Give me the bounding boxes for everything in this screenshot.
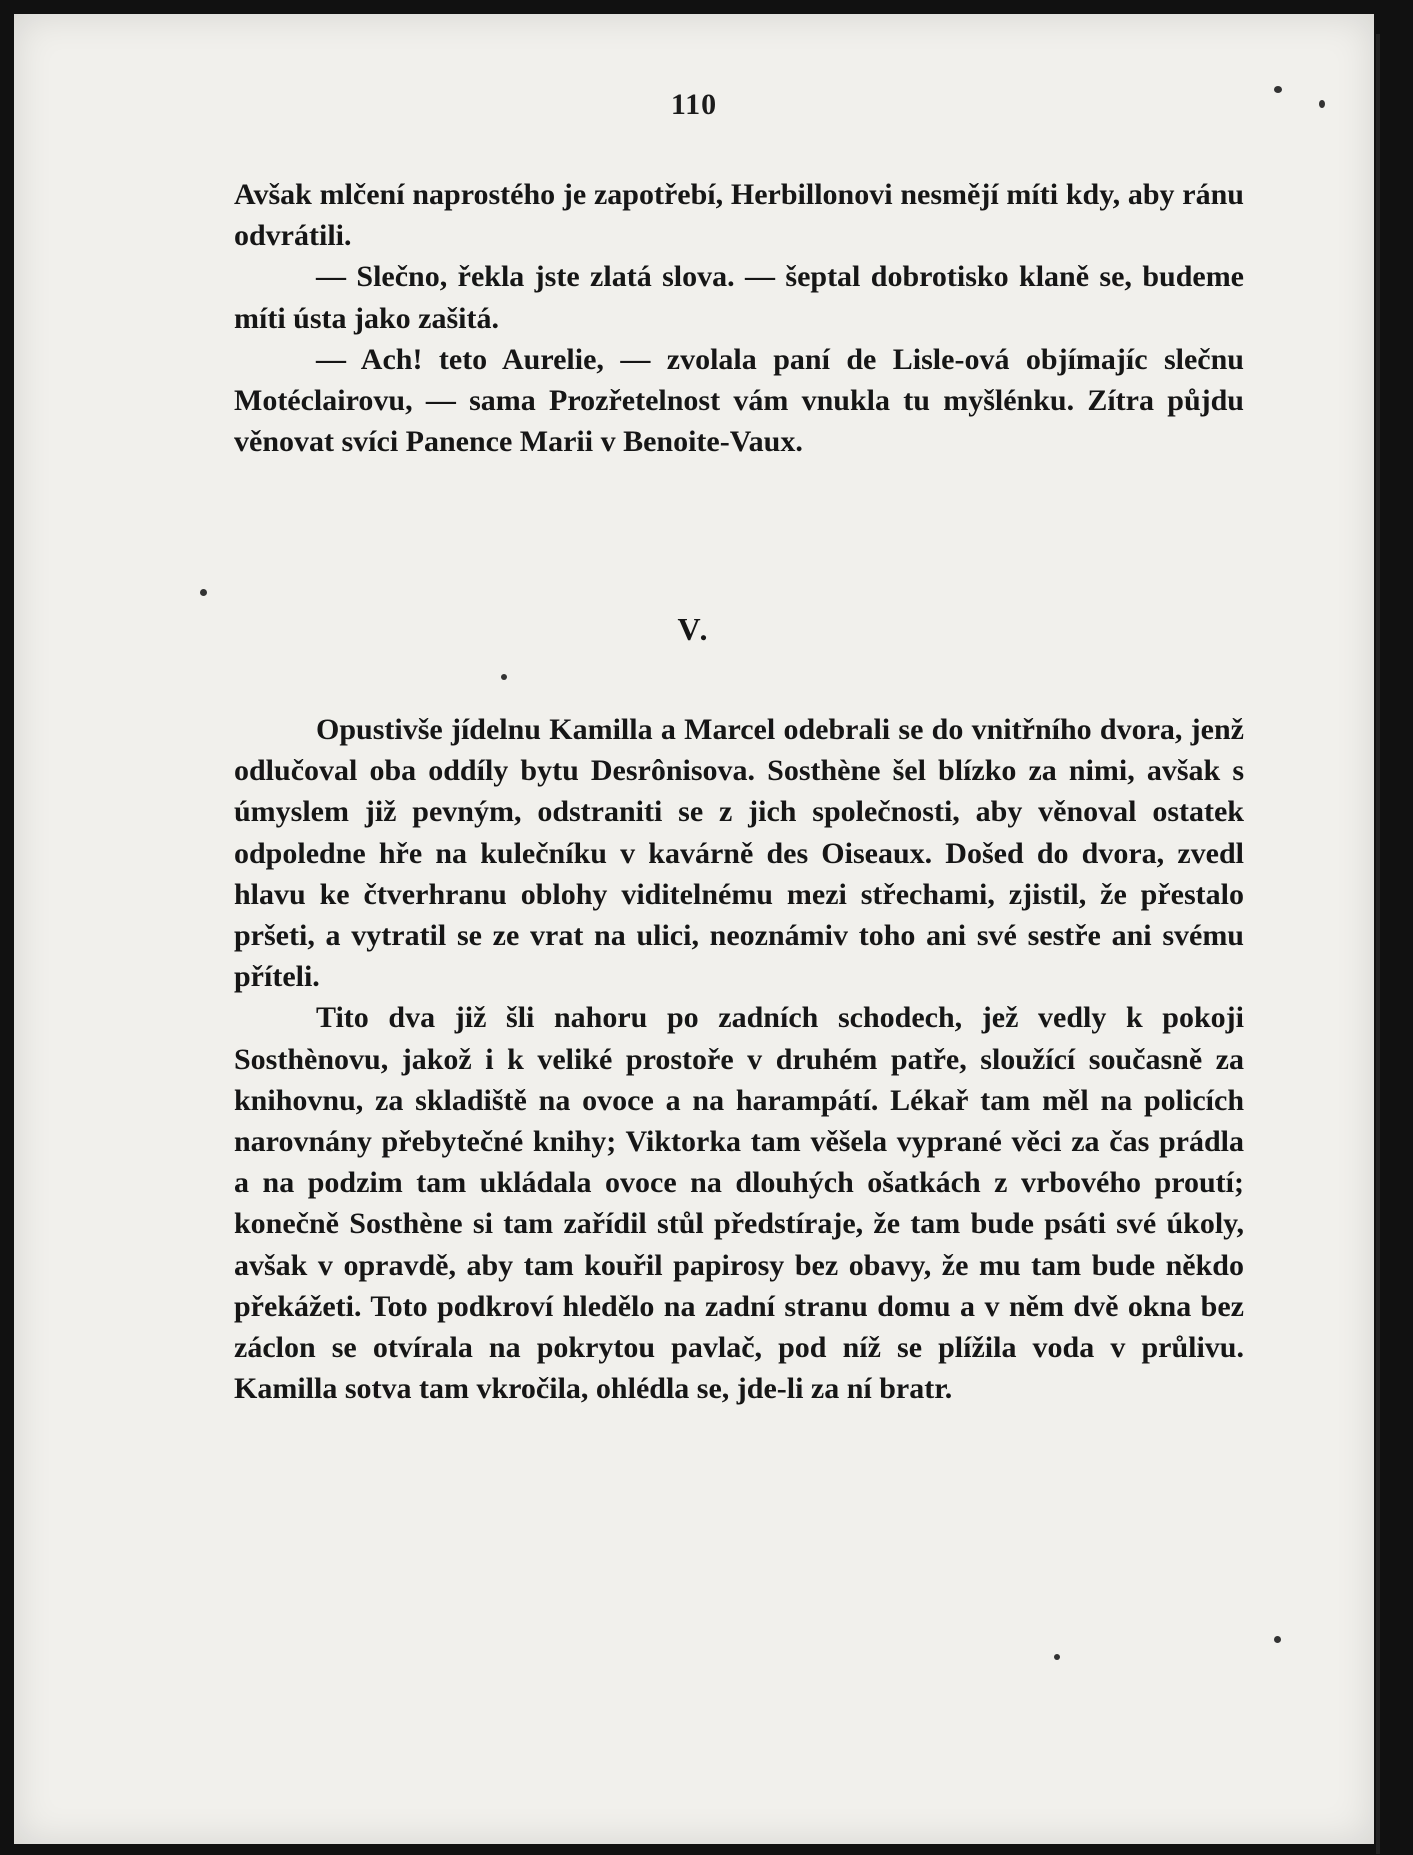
print-speck — [1054, 1654, 1060, 1660]
paragraph: — Slečno, řekla jste zlatá slova. — šeptal dobrotisko klaně se, budeme míti ústa jako zašitá. — [234, 260, 1244, 335]
page-number: 110 — [670, 88, 718, 121]
paragraph: — Ach! teto Aurelie, — zvolala paní de Lisle-ová objímajíc slečnu Motéclairovu, — sama Prozřetelnost vám vnukla tu myšlénku. Zítra půjdu věnovat svíci Panence Marii v Benoite-Vaux. — [234, 342, 1244, 459]
paragraph: Avšak mlčení naprostého je zapotřebí, Herbillonovi nesmějí míti kdy, aby ránu odvrátili. — [234, 178, 1244, 253]
text-block-top — [234, 174, 1244, 462]
chapter-heading: V. — [677, 611, 711, 647]
page-edge-rule — [1376, 34, 1380, 1854]
print-speck — [1274, 1636, 1281, 1643]
paragraph: Tito dva již šli nahoru po zadních schodech, jež vedly k pokoji Sosthènovu, jakož i k veliké prostoře v druhém patře, sloužící současně za knihovnu, za skladiště na ovoce a na harampátí. Lékař tam měl na policích narovnány přebytečné knihy; Viktorka tam věšela vyprané věci za čas prádla a na podzim tam ukládala ovoce na dlouhých ošatkách z vrbového proutí; konečně Sosthène si tam zařídil stůl předstíraje, že tam bude psáti své úkoly, avšak v opravdě, aby tam kouřil papirosy bez obavy, že mu tam bude někdo překážeti. Toto podkroví hledělo na zadní stranu domu a v něm dvě okna bez záclon se otvírala na pokrytou pavlač, pod níž se plížila voda v průlivu. Kamilla sotva tam vkročila, ohlédla se, jde-li za ní bratr. — [234, 1001, 1244, 1406]
print-speck — [1274, 86, 1282, 93]
print-speck — [200, 589, 207, 596]
text-block-main — [234, 709, 1244, 1409]
print-speck — [1319, 100, 1325, 108]
paragraph: Opustivše jídelnu Kamilla a Marcel odebrali se do vnitřního dvora, jenž odlučoval oba oddíly bytu Desrônisova. Sosthène šel blízko za nimi, avšak s úmyslem již pevným, odstraniti se z jich společnosti, aby věnoval ostatek odpoledne hře na kulečníku v kavárně des Oiseaux. Došed do dvora, zvedl hlavu ke čtverhranu oblohy viditelnému mezi střechami, zjistil, že přestalo pršeti, a vytratil se ze vrat na ulici, neoznámiv toho ani své sestře ani svému příteli. — [234, 713, 1244, 994]
print-speck — [501, 674, 507, 680]
book-page — [14, 14, 1374, 1844]
